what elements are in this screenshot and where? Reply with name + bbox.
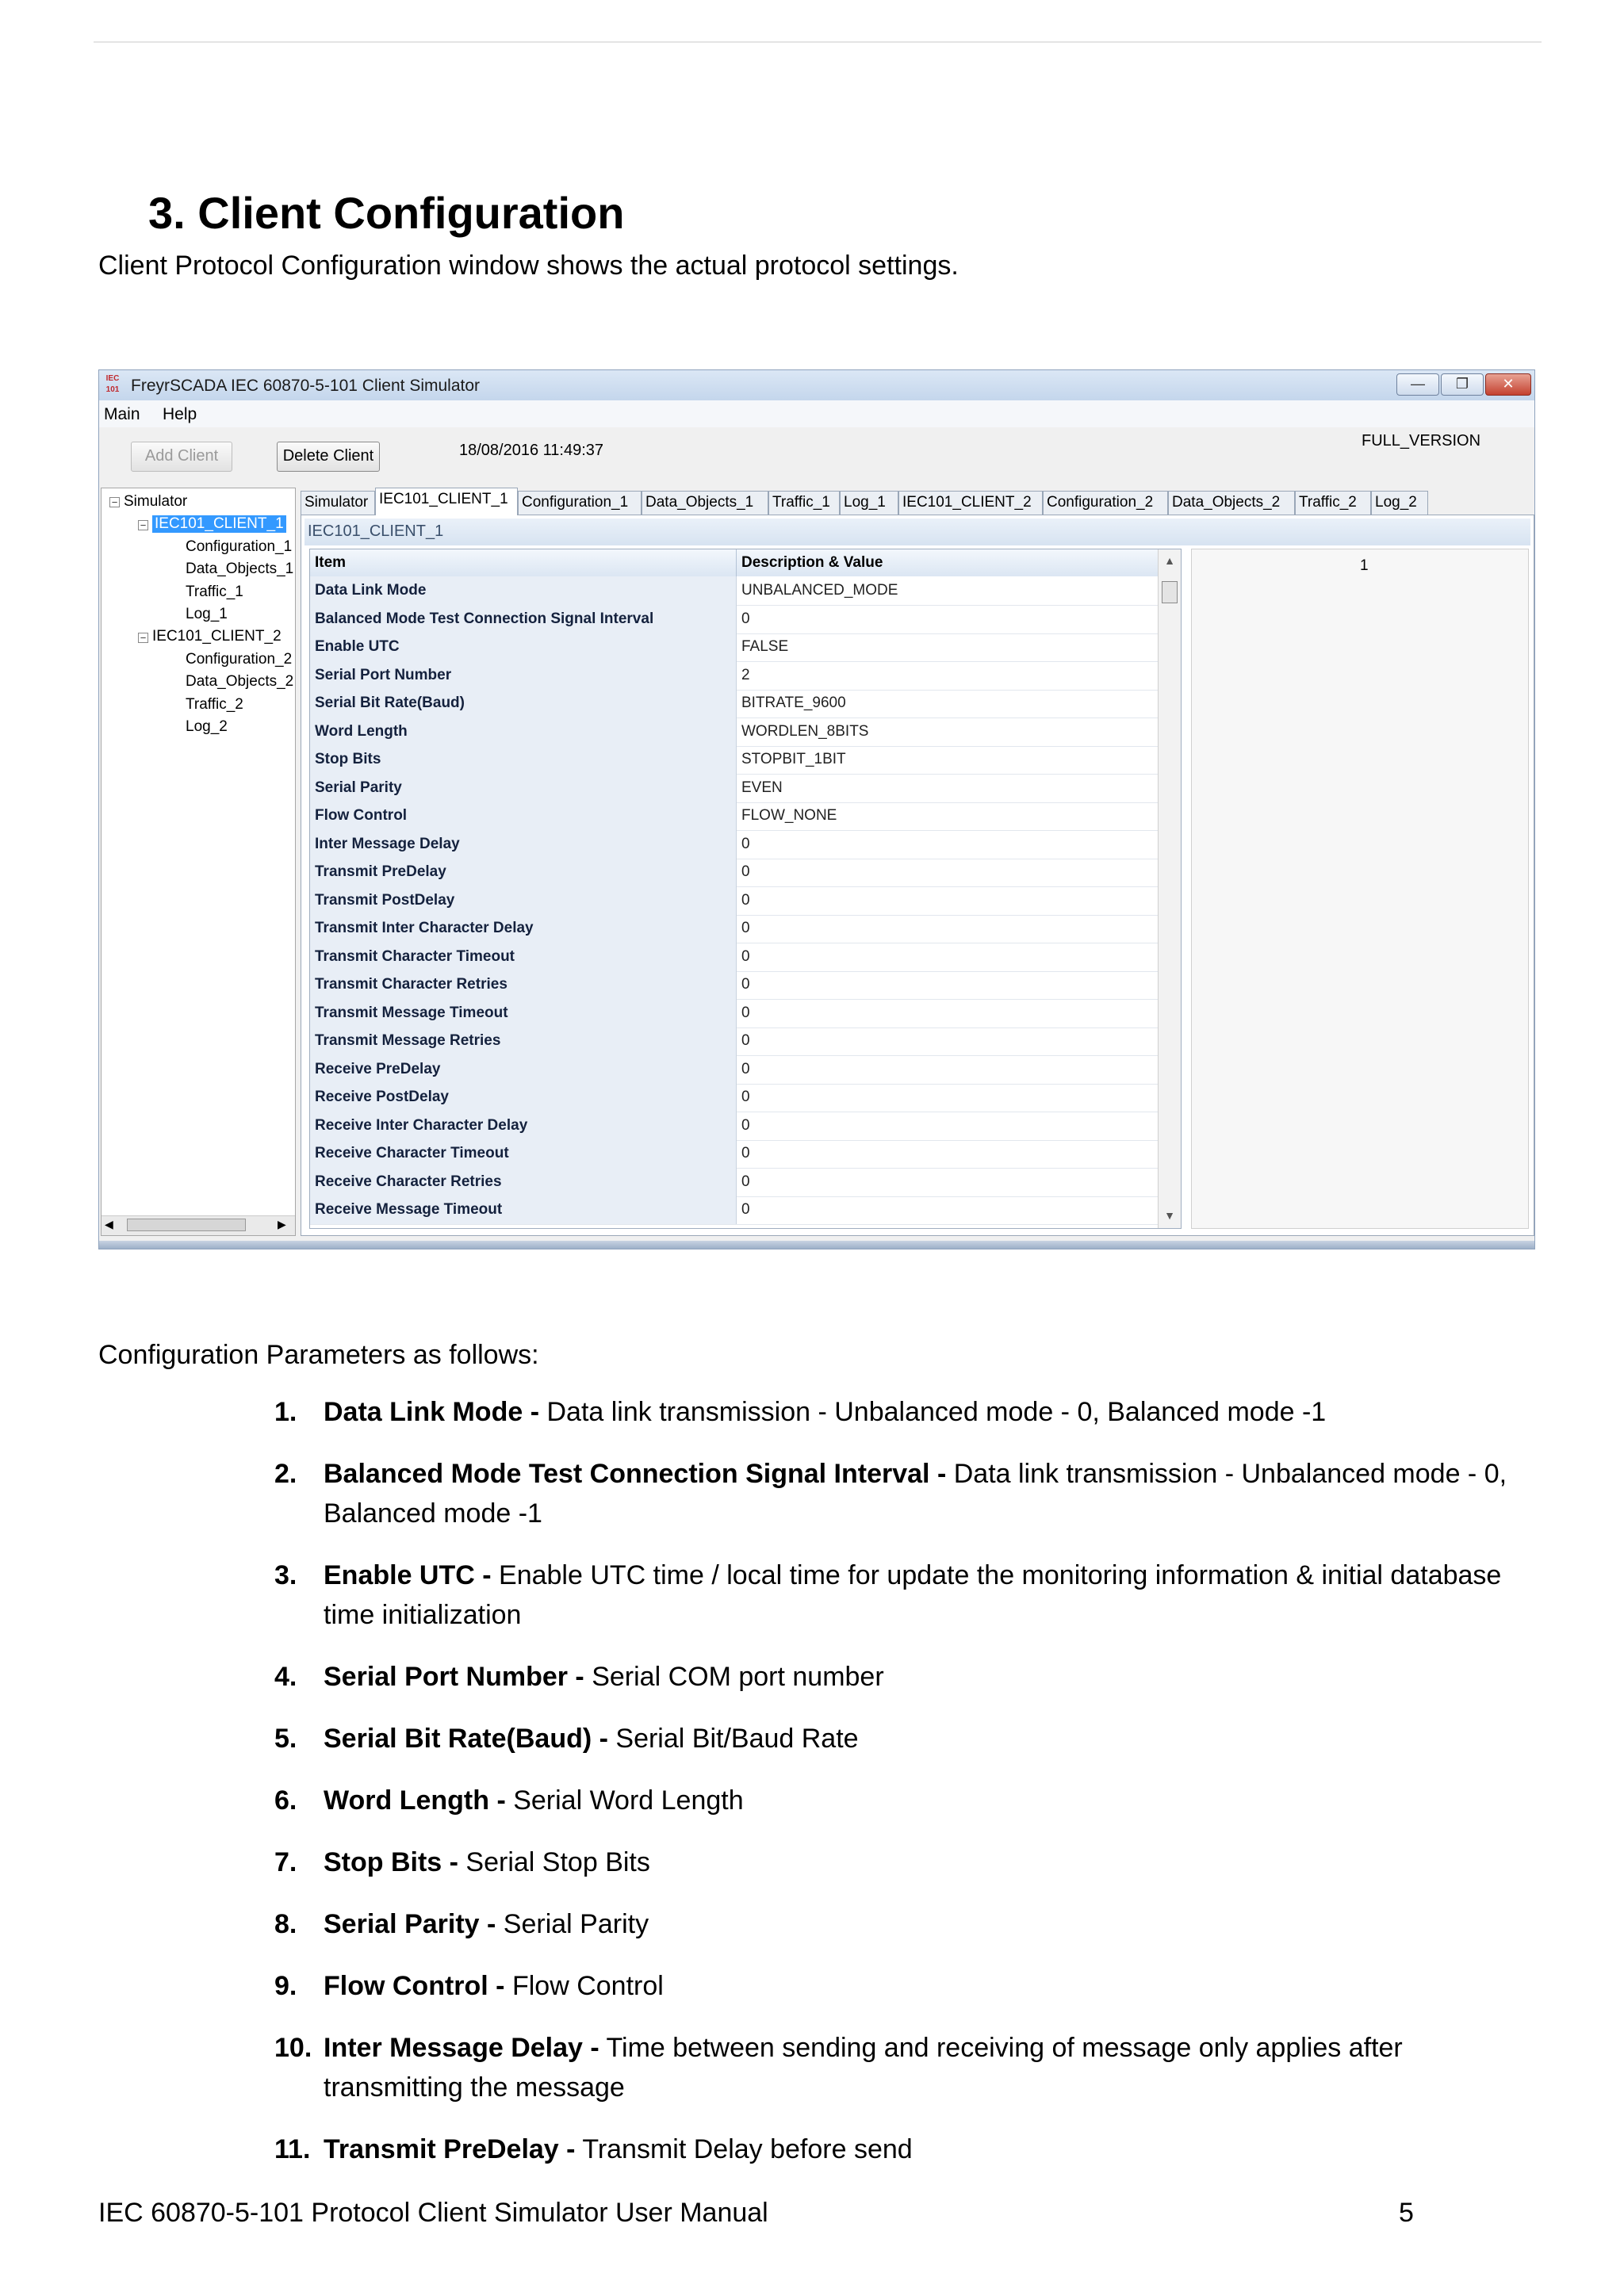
- tab-strip: [301, 488, 1535, 515]
- tree-node-traffic-2[interactable]: Traffic_2: [186, 696, 243, 713]
- table-row[interactable]: [310, 802, 1159, 831]
- table-row[interactable]: [310, 830, 1159, 859]
- table-row[interactable]: [310, 633, 1159, 662]
- table-row[interactable]: [310, 1139, 1159, 1169]
- timestamp: 18/08/2016 11:49:37: [459, 442, 604, 459]
- table-row[interactable]: [310, 689, 1159, 718]
- title-bar: [99, 370, 1534, 400]
- table-row[interactable]: [310, 970, 1159, 1000]
- close-button[interactable]: [1485, 373, 1531, 396]
- list-text: [324, 1843, 1513, 1882]
- restore-button[interactable]: [1441, 373, 1484, 396]
- param-description: Serial Word Length: [505, 1785, 744, 1816]
- row-item-label: Receive PostDelay: [310, 1083, 737, 1112]
- param-term: Serial Bit Rate(Baud) -: [324, 1724, 608, 1754]
- tab-configuration-2[interactable]: Configuration_2: [1043, 491, 1168, 515]
- row-value[interactable]: 0: [741, 835, 750, 852]
- tree-node-traffic-1[interactable]: Traffic_1: [186, 584, 243, 600]
- add-client-button[interactable]: Add Client: [131, 442, 232, 472]
- list-number: 1.: [274, 1397, 297, 1427]
- scroll-right-icon[interactable]: ▶: [278, 1218, 286, 1230]
- list-number: 5.: [274, 1724, 297, 1754]
- row-item-label: Transmit Character Timeout: [310, 943, 737, 971]
- row-item-label: Balanced Mode Test Connection Signal Interval: [310, 605, 737, 633]
- row-value[interactable]: STOPBIT_1BIT: [741, 751, 846, 767]
- grid-header: [310, 549, 1159, 576]
- tree-node-data-objects-2[interactable]: Data_Objects_2: [186, 673, 294, 690]
- tree-node-client-2[interactable]: IEC101_CLIENT_2: [152, 628, 282, 645]
- tab-traffic-2[interactable]: Traffic_2: [1295, 491, 1371, 515]
- list-text: [324, 1392, 1513, 1432]
- list-number: 6.: [274, 1785, 297, 1816]
- row-item-label: Inter Message Delay: [310, 830, 737, 859]
- scroll-thumb[interactable]: [127, 1219, 246, 1231]
- delete-client-button[interactable]: Delete Client: [277, 442, 380, 472]
- row-value[interactable]: WORDLEN_8BITS: [741, 722, 869, 740]
- collapse-icon[interactable]: −: [138, 633, 148, 643]
- row-item-label: Transmit Character Retries: [310, 970, 737, 999]
- row-item-label: Serial Parity: [310, 774, 737, 802]
- list-number: 7.: [274, 1847, 297, 1877]
- row-value[interactable]: FLOW_NONE: [741, 807, 837, 824]
- detail-pane: [1191, 549, 1529, 1229]
- tree-node-client-1[interactable]: IEC101_CLIENT_1: [152, 515, 286, 533]
- tab-log-1[interactable]: Log_1: [840, 491, 898, 515]
- header-rule: [94, 41, 1542, 43]
- param-term: Serial Port Number -: [324, 1662, 584, 1692]
- param-term: Flow Control -: [324, 1971, 505, 2001]
- list-number: 3.: [274, 1560, 297, 1590]
- row-value[interactable]: 0: [741, 1032, 750, 1049]
- param-description: Serial Stop Bits: [458, 1847, 650, 1877]
- tab-data-objects-1[interactable]: Data_Objects_1: [642, 491, 768, 515]
- minimize-icon: —: [1411, 376, 1425, 392]
- param-term: Data Link Mode -: [324, 1397, 540, 1427]
- row-value[interactable]: 0: [741, 1173, 750, 1190]
- table-row[interactable]: [310, 576, 1159, 606]
- restore-icon: ❐: [1455, 376, 1469, 392]
- panel-title: IEC101_CLIENT_1: [304, 519, 1530, 545]
- window-bottom-border: [99, 1241, 1534, 1249]
- table-row[interactable]: [310, 858, 1159, 887]
- list-text: [324, 2028, 1513, 2107]
- tab-log-2[interactable]: Log_2: [1371, 491, 1428, 515]
- collapse-icon[interactable]: −: [109, 497, 120, 507]
- tree-node-simulator[interactable]: Simulator: [124, 493, 188, 510]
- version-label: FULL_VERSION: [1362, 432, 1481, 450]
- param-description: Enable UTC time / local time for update the monitoring information & initial database time initialization: [324, 1560, 1502, 1630]
- param-description: Serial COM port number: [584, 1662, 884, 1692]
- param-description: Data link transmission - Unbalanced mode - 0, Balanced mode -1: [324, 1459, 1507, 1529]
- list-text: [324, 1657, 1513, 1697]
- table-row[interactable]: [310, 661, 1159, 691]
- list-number: 4.: [274, 1662, 297, 1692]
- list-text: [324, 2130, 1513, 2169]
- row-item-label: Transmit Message Retries: [310, 1027, 737, 1055]
- table-row[interactable]: [310, 1083, 1159, 1112]
- row-item-label: Transmit PreDelay: [310, 858, 737, 886]
- param-description: Flow Control: [504, 1971, 664, 2001]
- menu-main[interactable]: Main: [104, 405, 140, 423]
- tab-simulator[interactable]: Simulator: [301, 491, 375, 515]
- row-item-label: Receive Inter Character Delay: [310, 1112, 737, 1140]
- scroll-thumb[interactable]: [1162, 581, 1178, 603]
- scroll-up-icon[interactable]: ▲: [1164, 554, 1175, 567]
- client-panel: [301, 515, 1534, 1236]
- app-logo-icon: IEC 101: [105, 374, 120, 394]
- table-row[interactable]: [310, 886, 1159, 916]
- scroll-down-icon[interactable]: ▼: [1164, 1209, 1175, 1222]
- row-value[interactable]: EVEN: [741, 779, 783, 796]
- grid-vertical-scrollbar[interactable]: [1158, 549, 1181, 1228]
- param-term: Transmit PreDelay -: [324, 2134, 576, 2164]
- param-description: Time between sending and receiving of message only applies after transmitting the message: [324, 2033, 1403, 2103]
- row-item-label: Transmit PostDelay: [310, 886, 737, 915]
- list-number: 8.: [274, 1909, 297, 1939]
- tree-node-data-objects-1[interactable]: Data_Objects_1: [186, 561, 294, 577]
- list-number: 9.: [274, 1971, 297, 2001]
- property-grid: [309, 549, 1182, 1229]
- tree-node-log-2[interactable]: Log_2: [186, 718, 228, 735]
- list-text: [324, 1556, 1513, 1635]
- tree-node-configuration-2[interactable]: Configuration_2: [186, 651, 293, 668]
- tab-configuration-1[interactable]: Configuration_1: [518, 491, 642, 515]
- page-number: 5: [1399, 2198, 1414, 2228]
- row-item-label: Receive Message Timeout: [310, 1196, 737, 1224]
- row-value[interactable]: 0: [741, 1201, 750, 1218]
- tab-client-2[interactable]: IEC101_CLIENT_2: [898, 491, 1043, 515]
- row-value[interactable]: 0: [741, 947, 750, 965]
- list-number: 2.: [274, 1459, 297, 1489]
- menu-bar: [99, 400, 1534, 427]
- table-row[interactable]: [310, 1112, 1159, 1141]
- table-row[interactable]: [310, 605, 1159, 634]
- table-row[interactable]: [310, 745, 1159, 775]
- table-row[interactable]: [310, 1027, 1159, 1056]
- row-value[interactable]: UNBALANCED_MODE: [741, 582, 898, 599]
- param-description: Serial Bit/Baud Rate: [607, 1724, 859, 1754]
- row-value[interactable]: 0: [741, 1145, 750, 1161]
- scroll-left-icon[interactable]: ◀: [105, 1218, 113, 1230]
- row-value[interactable]: 0: [741, 891, 750, 909]
- param-term: Word Length -: [324, 1785, 506, 1816]
- row-value[interactable]: 0: [741, 863, 750, 880]
- tree-horizontal-scrollbar[interactable]: [102, 1215, 295, 1235]
- table-row[interactable]: [310, 1055, 1159, 1085]
- list-text: [324, 1781, 1513, 1820]
- row-value[interactable]: 0: [741, 1004, 750, 1021]
- list-text: [324, 1966, 1513, 2006]
- detail-value: 1: [1360, 557, 1369, 574]
- row-item-label: Serial Bit Rate(Baud): [310, 689, 737, 718]
- row-item-label: Transmit Inter Character Delay: [310, 914, 737, 943]
- row-item-label: Data Link Mode: [310, 576, 737, 605]
- param-description: Serial Parity: [496, 1909, 649, 1939]
- table-row[interactable]: [310, 999, 1159, 1028]
- row-item-label: Serial Port Number: [310, 661, 737, 690]
- row-item-label: Receive Character Retries: [310, 1168, 737, 1196]
- row-item-label: Enable UTC: [310, 633, 737, 661]
- row-value[interactable]: 2: [741, 666, 750, 683]
- row-item-label: Transmit Message Timeout: [310, 999, 737, 1027]
- param-term: Enable UTC -: [324, 1560, 492, 1590]
- table-row[interactable]: [310, 1196, 1159, 1225]
- window-title: FreyrSCADA IEC 60870-5-101 Client Simulator: [131, 377, 481, 395]
- list-text: [324, 1904, 1513, 1944]
- client-tree: [101, 488, 296, 1236]
- row-value[interactable]: 0: [741, 1116, 750, 1134]
- row-item-label: Receive PreDelay: [310, 1055, 737, 1084]
- list-number: 11.: [274, 2134, 311, 2164]
- row-value[interactable]: FALSE: [741, 638, 789, 655]
- param-description: Transmit Delay before send: [575, 2134, 913, 2164]
- row-value[interactable]: 0: [741, 1089, 750, 1105]
- column-header-item[interactable]: Item: [310, 549, 737, 576]
- row-value[interactable]: BITRATE_9600: [741, 695, 846, 711]
- tab-client-1[interactable]: IEC101_CLIENT_1: [375, 488, 518, 515]
- section-heading: 3. Client Configuration: [148, 188, 625, 238]
- close-icon: ✕: [1502, 376, 1515, 392]
- table-row[interactable]: [310, 943, 1159, 972]
- row-value[interactable]: 0: [741, 610, 750, 627]
- row-item-label: Word Length: [310, 718, 737, 746]
- intro-text: Client Protocol Configuration window shows the actual protocol settings.: [98, 251, 959, 281]
- list-text: [324, 1454, 1513, 1533]
- tab-data-objects-2[interactable]: Data_Objects_2: [1168, 491, 1295, 515]
- footer-title: IEC 60870-5-101 Protocol Client Simulator User Manual: [98, 2198, 768, 2228]
- list-text: [324, 1719, 1513, 1758]
- row-value[interactable]: 0: [741, 920, 750, 936]
- param-description: Data link transmission - Unbalanced mode - 0, Balanced mode -1: [539, 1397, 1327, 1427]
- params-intro: Configuration Parameters as follows:: [98, 1340, 539, 1370]
- row-item-label: Flow Control: [310, 802, 737, 830]
- param-term: Inter Message Delay -: [324, 2033, 599, 2063]
- toolbar: [99, 427, 1534, 488]
- tree-node-configuration-1[interactable]: Configuration_1: [186, 538, 293, 555]
- row-item-label: Stop Bits: [310, 745, 737, 774]
- table-row[interactable]: [310, 718, 1159, 747]
- table-row[interactable]: [310, 774, 1159, 803]
- table-row[interactable]: [310, 914, 1159, 943]
- minimize-button[interactable]: [1396, 373, 1439, 396]
- param-term: Stop Bits -: [324, 1847, 458, 1877]
- row-item-label: Receive Character Timeout: [310, 1139, 737, 1168]
- tab-traffic-1[interactable]: Traffic_1: [768, 491, 840, 515]
- table-row[interactable]: [310, 1168, 1159, 1197]
- list-number: 10.: [274, 2033, 312, 2063]
- simulator-window: [98, 369, 1535, 1249]
- collapse-icon[interactable]: −: [138, 520, 148, 530]
- row-value[interactable]: 0: [741, 1060, 750, 1077]
- menu-help[interactable]: Help: [163, 405, 197, 423]
- column-header-value[interactable]: Description & Value: [737, 549, 1159, 576]
- row-value[interactable]: 0: [741, 976, 750, 993]
- param-term: Balanced Mode Test Connection Signal Interval -: [324, 1459, 947, 1489]
- tree-node-log-1[interactable]: Log_1: [186, 606, 228, 622]
- param-term: Serial Parity -: [324, 1909, 496, 1939]
